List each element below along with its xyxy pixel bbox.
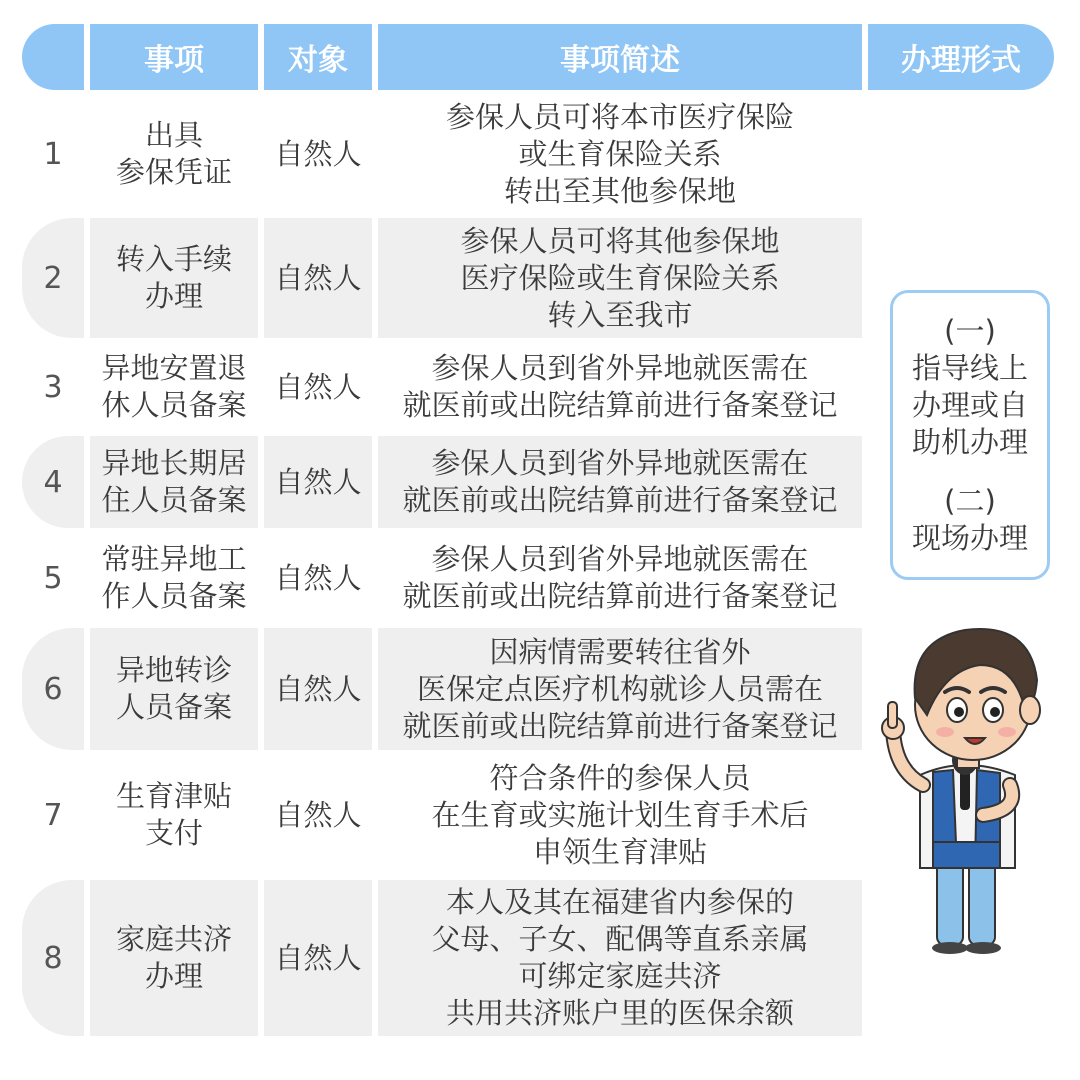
row-number: 7 bbox=[43, 797, 63, 833]
row-item: 生育津贴 支付 bbox=[115, 779, 232, 850]
row-object: 自然人 bbox=[274, 136, 362, 171]
row-item: 常驻异地工 作人员备案 bbox=[101, 542, 247, 613]
mode-part1-text: 指导线上 办理或自 助机办理 bbox=[911, 351, 1028, 459]
header-object: 对象 bbox=[264, 24, 372, 90]
row-object: 自然人 bbox=[264, 880, 372, 1036]
mode-part2-text: 现场办理 bbox=[911, 521, 1028, 555]
row-item: 家庭共济 办理 bbox=[90, 880, 258, 1036]
row-number: 3 bbox=[43, 369, 63, 405]
row-description: 因病情需要转往省外 医保定点医疗机构就诊人员需在 就医前或出院结算前进行备案登记 bbox=[378, 628, 862, 750]
header-mode: 办理形式 bbox=[868, 24, 1054, 90]
row-description: 符合条件的参保人员 在生育或实施计划生育手术后 申领生育津贴 bbox=[431, 760, 809, 869]
header-item: 事项 bbox=[90, 24, 258, 90]
row-number: 1 bbox=[43, 136, 63, 172]
row-object: 自然人 bbox=[264, 218, 372, 338]
row-description: 参保人员到省外异地就医需在 就医前或出院结算前进行备案登记 bbox=[402, 542, 838, 613]
row-description: 本人及其在福建省内参保的 父母、子女、配偶等直系亲属 可绑定家庭共济 共用共济账户里的医保余额 bbox=[378, 880, 862, 1036]
table-row-1 bbox=[0, 96, 1080, 212]
header-description: 事项简述 bbox=[378, 24, 862, 90]
mode-part1-label: (一) bbox=[944, 314, 996, 348]
row-number: 6 bbox=[22, 628, 84, 750]
handling-mode-box bbox=[890, 290, 1050, 580]
row-description: 参保人员到省外异地就医需在 就医前或出院结算前进行备案登记 bbox=[378, 436, 862, 528]
row-description: 参保人员可将其他参保地 医疗保险或生育保险关系 转入至我市 bbox=[378, 218, 862, 338]
row-item: 异地转诊 人员备案 bbox=[90, 628, 258, 750]
mascot-illustration bbox=[865, 610, 1065, 960]
row-description: 参保人员可将本市医疗保险 或生育保险关系 转出至其他参保地 bbox=[445, 99, 794, 208]
row-object: 自然人 bbox=[264, 436, 372, 528]
row-object: 自然人 bbox=[274, 560, 362, 595]
row-object: 自然人 bbox=[274, 797, 362, 832]
row-number: 5 bbox=[43, 560, 63, 596]
row-number: 2 bbox=[22, 218, 84, 338]
row-object: 自然人 bbox=[264, 628, 372, 750]
row-item: 出具 参保凭证 bbox=[115, 118, 232, 189]
row-number: 4 bbox=[22, 436, 84, 528]
row-description: 参保人员到省外异地就医需在 就医前或出院结算前进行备案登记 bbox=[402, 351, 838, 422]
row-item: 异地长期居 住人员备案 bbox=[90, 436, 258, 528]
row-item: 异地安置退 休人员备案 bbox=[101, 351, 247, 422]
mode-part2-label: (二) bbox=[944, 484, 996, 518]
row-object: 自然人 bbox=[274, 369, 362, 404]
row-number: 8 bbox=[22, 880, 84, 1036]
header-num-cell bbox=[22, 24, 84, 90]
row-item: 转入手续 办理 bbox=[90, 218, 258, 338]
